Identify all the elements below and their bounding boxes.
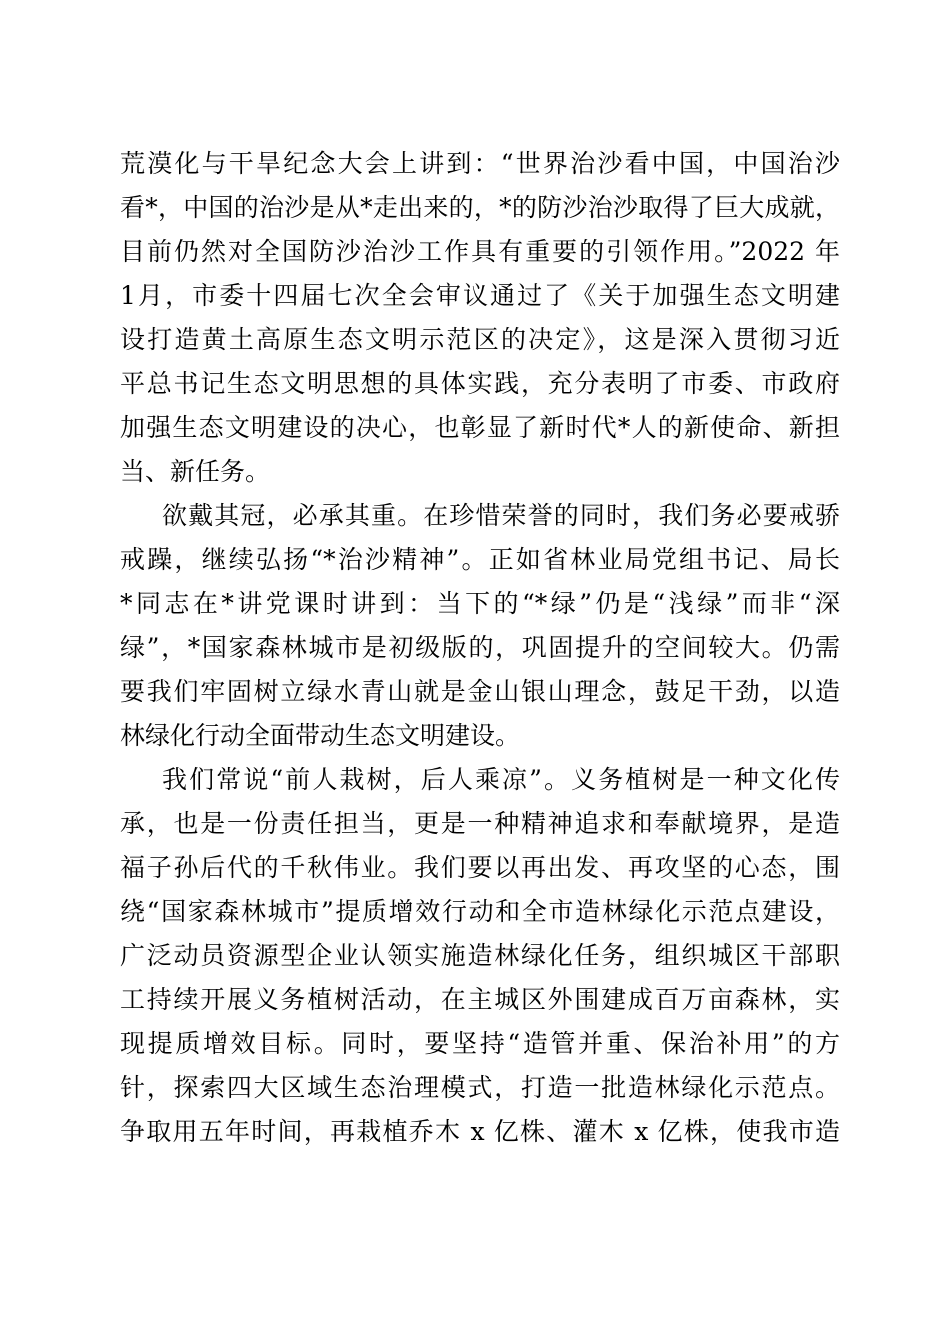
paragraph-2	[120, 494, 840, 758]
text-line: 广泛动员资源型企业认领实施造林绿化任务，组织城区干部职	[120, 941, 840, 970]
paragraph-1	[120, 142, 840, 494]
text-line: 绿”，*国家森林城市是初级版的，巩固提升的空间较大。仍需	[120, 633, 840, 662]
text-line: 目前仍然对全国防沙治沙工作具有重要的引领作用。”2022 年	[120, 237, 840, 266]
text-line: 争取用五年时间，再栽植乔木 x 亿株、灌木 x 亿株，使我市造	[120, 1117, 840, 1146]
text-line: 当、新任务。	[120, 457, 271, 486]
text-line: *同志在*讲党课时讲到：当下的“*绿”仍是“浅绿”而非“深	[120, 589, 840, 618]
text-line: 1月，市委十四届七次全会审议通过了《关于加强生态文明建	[120, 281, 840, 310]
text-line: 欲戴其冠，必承其重。在珍惜荣誉的同时，我们务必要戒骄	[162, 501, 840, 530]
text-line: 现提质增效目标。同时，要坚持“造管并重、保治补用”的方	[120, 1029, 840, 1058]
text-line: 设打造黄土高原生态文明示范区的决定》，这是深入贯彻习近	[120, 325, 840, 354]
text-line: 荒漠化与干旱纪念大会上讲到：“世界治沙看中国，中国治沙	[120, 149, 840, 178]
paragraph-3	[120, 758, 840, 1154]
text-line: 加强生态文明建设的决心，也彰显了新时代*人的新使命、新担	[120, 413, 840, 442]
text-line: 福子孙后代的千秋伟业。我们要以再出发、再攻坚的心态，围	[120, 853, 840, 882]
text-line: 要我们牢固树立绿水青山就是金山银山理念，鼓足干劲，以造	[120, 677, 840, 706]
text-line: 我们常说“前人栽树，后人乘凉”。义务植树是一种文化传	[162, 765, 840, 794]
text-line: 绕“国家森林城市”提质增效行动和全市造林绿化示范点建设，	[120, 897, 840, 926]
text-line: 承，也是一份责任担当，更是一种精神追求和奉献境界，是造	[120, 809, 840, 838]
text-line: 平总书记生态文明思想的具体实践，充分表明了市委、市政府	[120, 369, 840, 398]
text-line: 工持续开展义务植树活动，在主城区外围建成百万亩森林，实	[120, 985, 840, 1014]
text-line: 看*，中国的治沙是从*走出来的，*的防沙治沙取得了巨大成就，	[120, 193, 840, 222]
text-line: 针，探索四大区域生态治理模式，打造一批造林绿化示范点。	[120, 1073, 840, 1102]
document-page	[120, 142, 840, 1154]
text-line: 林绿化行动全面带动生态文明建设。	[120, 721, 521, 750]
text-line: 戒躁，继续弘扬“*治沙精神”。正如省林业局党组书记、局长	[120, 545, 840, 574]
